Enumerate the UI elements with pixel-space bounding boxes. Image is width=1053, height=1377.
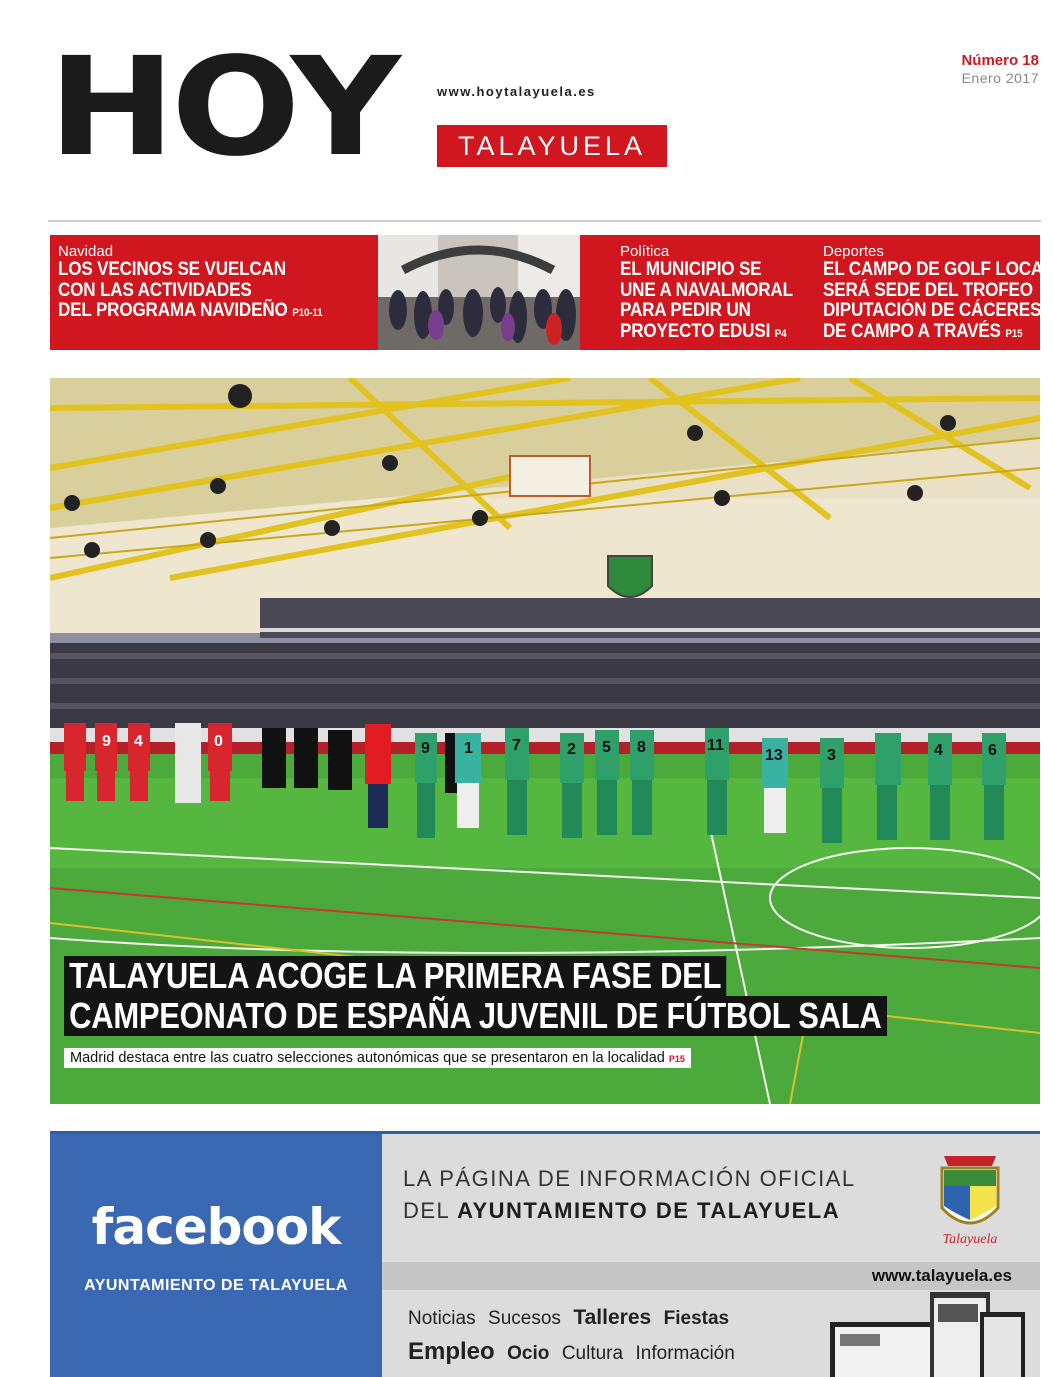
teaser-headline-line: LOS VECINOS SE VUELCAN	[58, 259, 286, 280]
jersey-number: 1	[464, 740, 473, 757]
jersey-number: 9	[102, 733, 111, 750]
jersey-number: 8	[637, 739, 646, 756]
teaser-headline-line: EL MUNICIPIO SE	[620, 259, 762, 280]
main-headline[interactable]	[64, 956, 1021, 1036]
teaser-headline-line: DE CAMPO A TRAVÉS P15	[823, 320, 1023, 342]
jersey-number: 13	[765, 747, 783, 764]
main-photo[interactable]	[50, 378, 1040, 1104]
facebook-logo: facebook	[91, 1198, 341, 1256]
teaser-headline-line: DIPUTACIÓN DE CÁCERES	[823, 300, 1042, 321]
issue-number: Número 18	[961, 52, 1039, 69]
teaser-photo-parade	[378, 235, 580, 350]
ad-url-bar	[382, 1262, 1040, 1290]
ad-keyword: Noticias	[408, 1308, 476, 1329]
jersey-number: 0	[214, 733, 223, 750]
masthead-divider	[48, 220, 1041, 222]
ad-keyword: Ocio	[507, 1343, 550, 1364]
parade-photo	[378, 235, 580, 350]
page-ref: P15	[668, 1054, 685, 1064]
main-subheadline	[64, 1048, 691, 1068]
teaser-headline-line: EL CAMPO DE GOLF LOCAL	[823, 259, 1053, 280]
jersey-number: 9	[421, 740, 430, 757]
headline-line-1: TALAYUELA ACOGE LA PRIMERA FASE DEL	[64, 956, 726, 996]
teaser-headline-line: SERÁ SEDE DEL TROFEO	[823, 279, 1033, 301]
teaser-deportes[interactable]	[823, 243, 1053, 344]
jersey-number: 4	[134, 733, 143, 750]
teaser-bar	[50, 235, 1053, 350]
teaser-headline-line: CON LAS ACTIVIDADES	[58, 279, 252, 301]
jersey-number: 11	[707, 737, 724, 754]
edition-badge: TALAYUELA	[437, 125, 667, 167]
teaser-headline-line: UNE A NAVALMORAL	[620, 279, 793, 301]
headline-line-2: CAMPEONATO DE ESPAÑA JUVENIL DE FÚTBOL SALA	[64, 996, 887, 1036]
teaser-category: Navidad	[58, 243, 114, 260]
jersey-number: 7	[512, 737, 521, 754]
devices-mockup	[830, 1292, 1030, 1377]
facebook-page-name: AYUNTAMIENTO DE TALAYUELA	[84, 1277, 348, 1294]
ad-keyword: Sucesos	[488, 1308, 561, 1329]
jersey-number: 5	[602, 739, 611, 756]
ad-headline-line-1: LA PÁGINA DE INFORMACIÓN OFICIAL	[403, 1166, 856, 1191]
jersey-number: 6	[988, 742, 997, 759]
teaser-headline-line: PARA PEDIR UN	[620, 300, 751, 321]
facebook-panel	[50, 1134, 382, 1377]
website-link[interactable]: www.hoytalayuela.es	[437, 84, 596, 99]
ad-keyword: Talleres	[573, 1306, 652, 1329]
ad-headline-line-2: DEL AYUNTAMIENTO DE TALAYUELA	[403, 1198, 841, 1223]
teaser-category: Deportes	[823, 243, 884, 260]
ad-keyword: Fiestas	[663, 1308, 730, 1329]
ad-url[interactable]: www.talayuela.es	[871, 1266, 1012, 1285]
ad-keyword: Empleo	[408, 1338, 495, 1365]
page-ref: P10-11	[292, 307, 323, 319]
ad-keyword: Información	[635, 1343, 735, 1364]
jersey-number: 3	[827, 747, 836, 764]
teaser-politica[interactable]	[620, 243, 812, 344]
subheadline-text: Madrid destaca entre las cuatro selecciones autonómicas que se presentaron en la localidad	[70, 1050, 665, 1066]
ad-keyword: Cultura	[561, 1343, 624, 1364]
issue-date: Enero 2017	[961, 70, 1039, 86]
teaser-navidad[interactable]	[58, 243, 352, 324]
town-crest-icon	[930, 1146, 1010, 1256]
ad-keywords	[408, 1306, 828, 1366]
page-ref: P15	[1005, 327, 1023, 340]
jersey-number: 4	[934, 742, 943, 759]
masthead-logo: HOY	[48, 29, 397, 187]
teaser-headline-line: DEL PROGRAMA NAVIDEÑO P10-11	[58, 300, 323, 321]
teaser-headline-line: PROYECTO EDUSI P4	[620, 320, 787, 342]
crest-caption: Talayuela	[942, 1232, 998, 1247]
teaser-category: Política	[620, 243, 670, 260]
facebook-advert[interactable]	[50, 1131, 1040, 1377]
page-ref: P4	[774, 327, 787, 340]
jersey-number: 2	[567, 741, 576, 758]
